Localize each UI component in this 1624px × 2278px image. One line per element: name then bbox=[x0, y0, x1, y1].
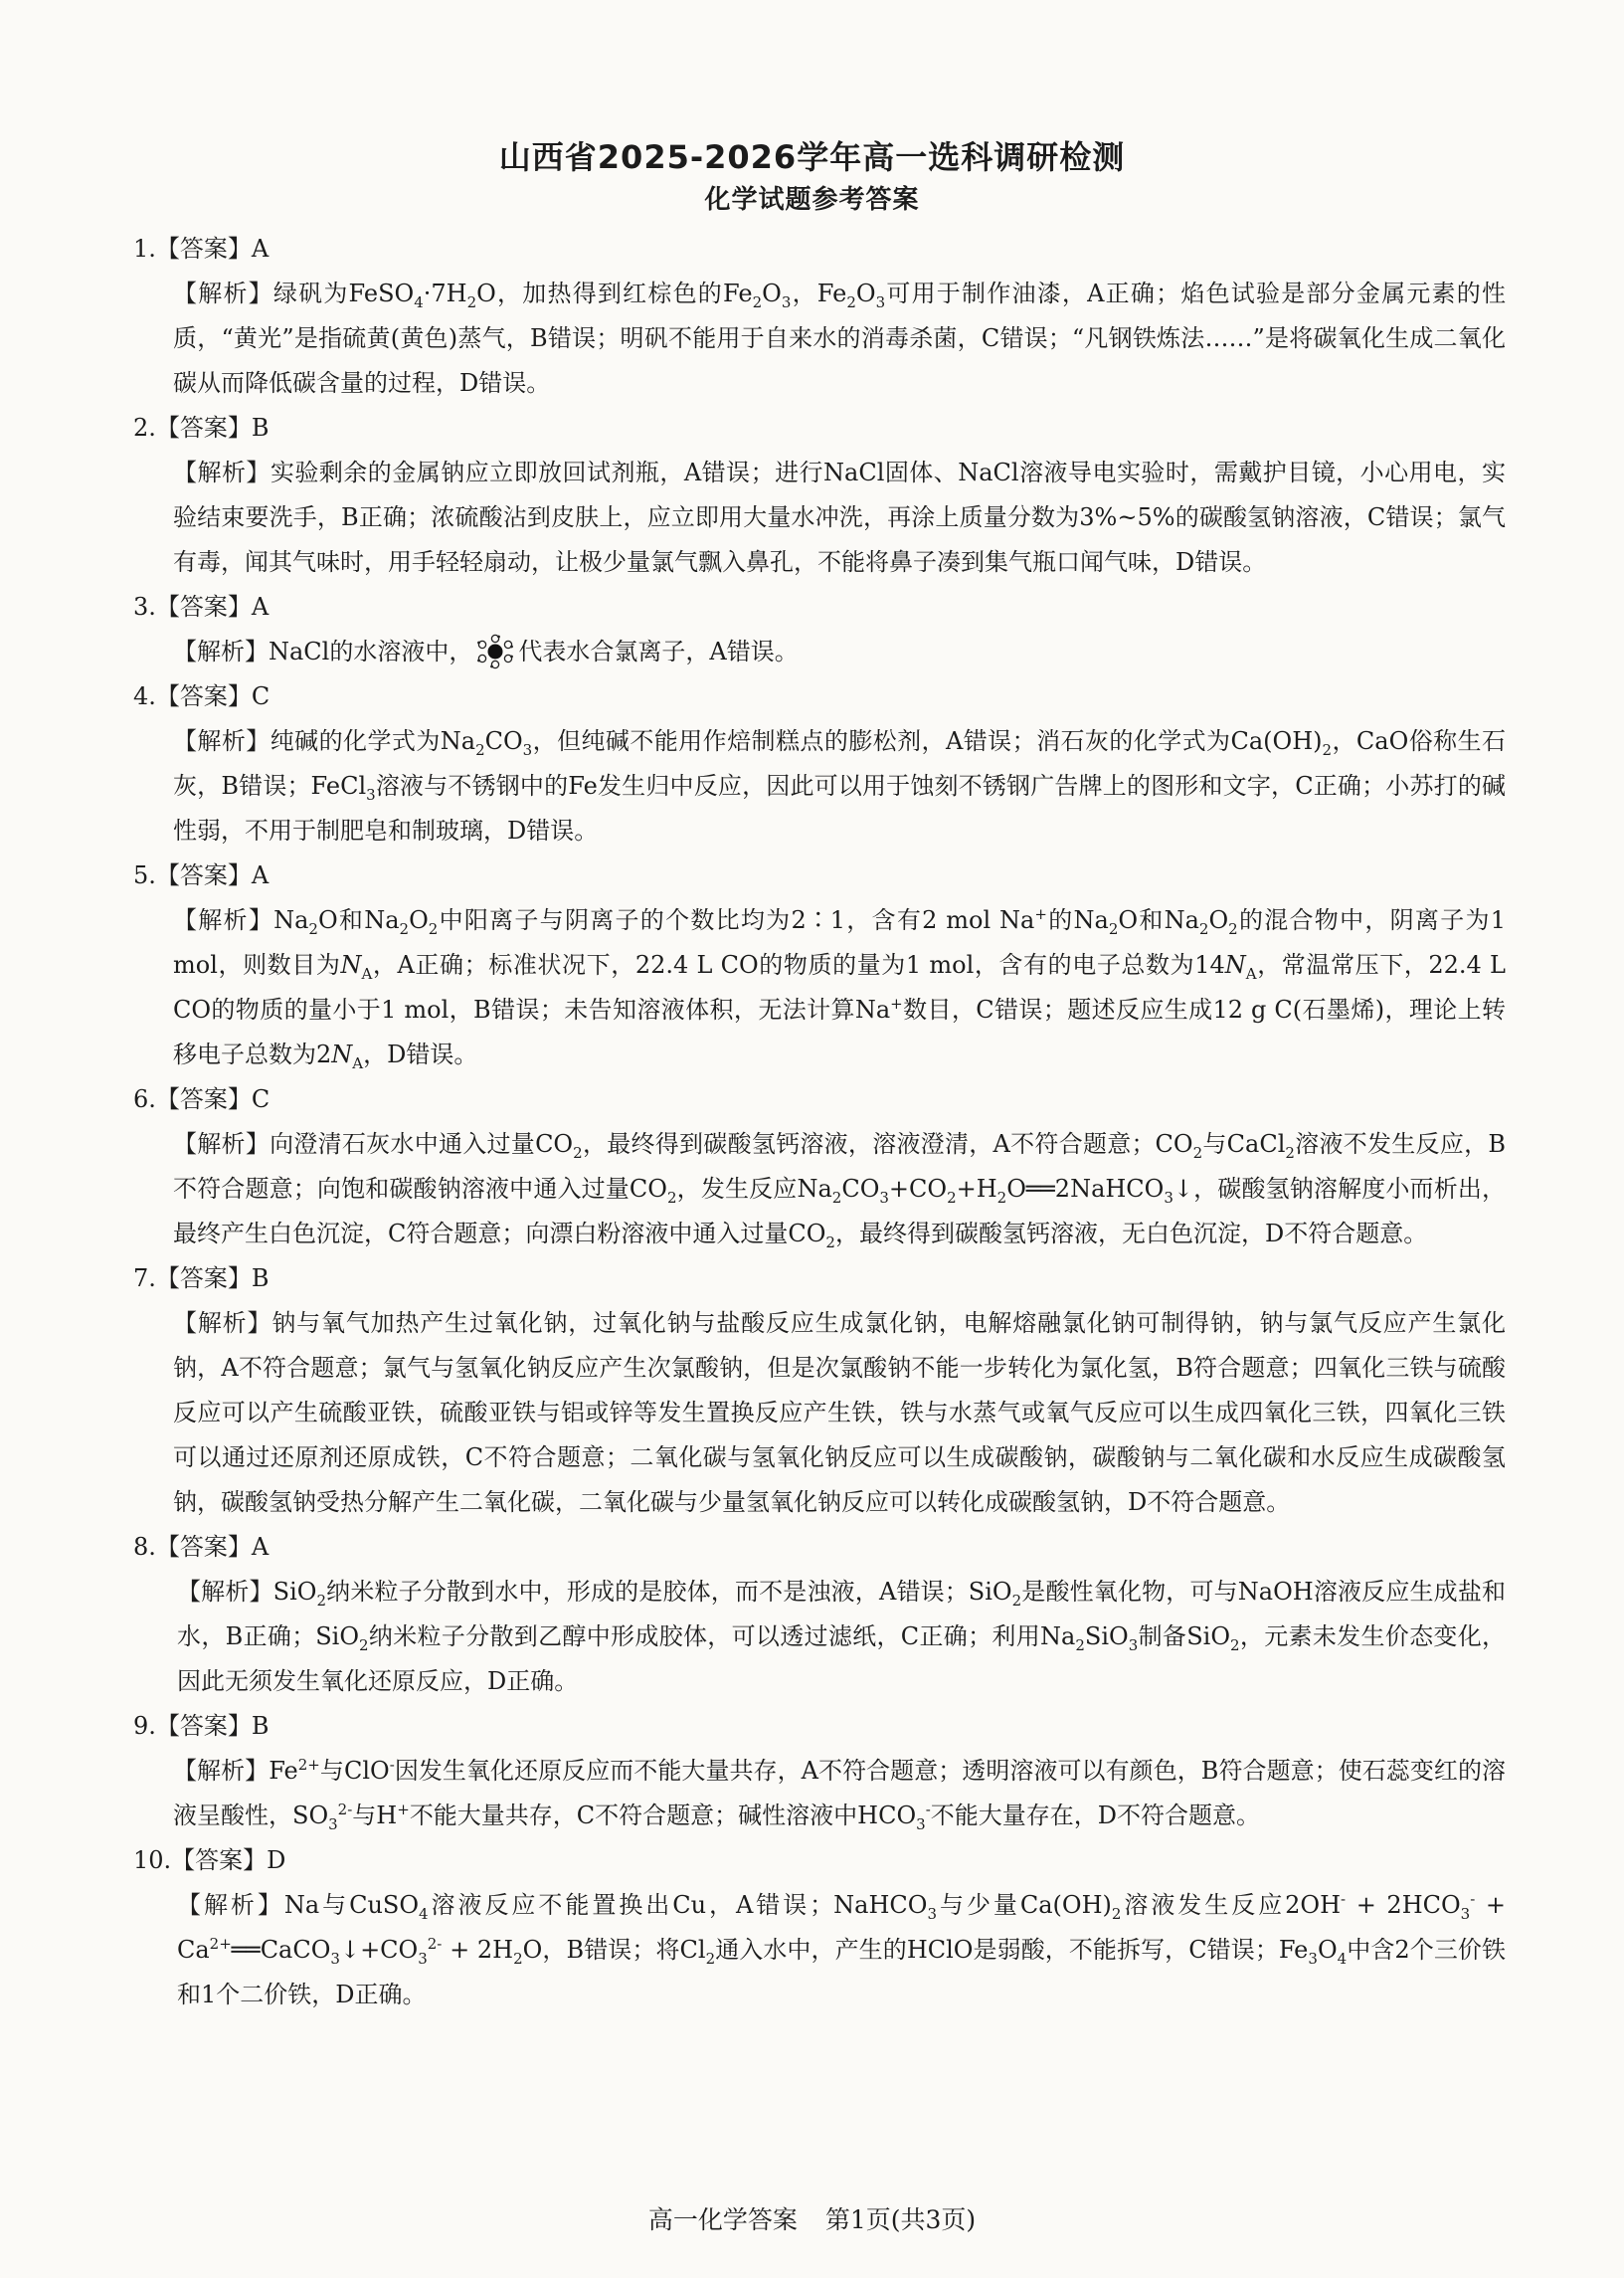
page-footer bbox=[0, 2204, 1624, 2236]
analysis-text: 【解析】实验剩余的金属钠应立即放回试剂瓶，A错误；进行NaCl固体、NaCl溶液导电实验时，需戴护目镜，小心用电，实验结束要洗手，B正确；浓硫酸沾到皮肤上，应立即用大量水冲洗，再涂上质量分数为3%~5%的碳酸氢钠溶液，C错误；氯气有毒，闻其气味时，用手轻轻扇动，让极少量氯气飘入鼻孔，不能将鼻子凑到集气瓶口闻气味，D错误。 bbox=[173, 459, 1506, 576]
question-block bbox=[133, 1256, 1506, 1525]
analysis-text: 【解析】钠与氧气加热产生过氧化钠，过氧化钠与盐酸反应生成氯化钠，电解熔融氯化钠可制得钠，钠与氯气反应产生氯化钠，A不符合题意；氯气与氢氧化钠反应产生次氯酸钠，但是次氯酸钠不能一步转化为氯化氢，B符合题意；四氧化三铁与硫酸反应可以产生硫酸亚铁，硫酸亚铁与铝或锌等发生置换反应产生铁，铁与水蒸气或氧气反应可以生成四氧化三铁，四氧化三铁可以通过还原剂还原成铁，C不符合题意；二氧化碳与氢氧化钠反应可以生成碳酸钠，碳酸钠与二氧化碳和水反应生成碳酸氢钠，碳酸氢钠受热分解产生二氧化碳，二氧化碳与少量氢氧化钠反应可以转化成碳酸氢钠，D不符合题意。 bbox=[173, 1309, 1506, 1516]
answer-line bbox=[133, 406, 1506, 451]
answer-text: 【答案】A bbox=[155, 593, 270, 621]
analysis-text: 【解析】$Na_2O$和$Na_2O_2$中阳离子与阴离子的个数比均为2∶1，含有2 mol Na+的$Na_2O$和$Na_2O_2$的混合物中，阴离子为1 mol，则数目为$N_A$，A正确；标准状况下，22.4 L CO的物质的量为1 mol，含有的电子总数为$14N_A$，常温常压下，22.4 L CO的物质的量小于1 mol，B错误；未告知溶液体积，无法计算Na+数目，C错误；题述反应生成12 g C(石墨烯)，理论上转移电子总数为$2N_A$，D错误。 bbox=[173, 905, 1507, 1072]
question-number: 5. bbox=[133, 861, 156, 889]
answer-line bbox=[133, 674, 1506, 719]
question-number: 8. bbox=[133, 1533, 156, 1561]
question-number: 1. bbox=[133, 235, 156, 263]
question-number: 3. bbox=[133, 593, 156, 621]
answer-line bbox=[133, 585, 1506, 630]
question-block bbox=[133, 1704, 1506, 1838]
question-number: 2. bbox=[133, 414, 156, 442]
answer-text: 【答案】B bbox=[155, 1712, 270, 1740]
analysis-text: 【解析】Na与CuSO$_4$溶液反应不能置换出Cu，A错误；NaHCO$_3$与少量$Ca(OH)_2$溶液发生反应$2OH^- + 2HCO_3^-$ + $Ca^{2+}══CaCO_3↓+CO_3^{2-} + 2H_2O$，B错误；将$Cl_2$通入水中，产生的HClO是弱酸，不能拆写，C错误；$Fe_3O_4$中含2个三价铁和1个二价铁，D正确。 bbox=[177, 1890, 1506, 2008]
analysis-text: 【解析】纯碱的化学式为$Na_2CO_3$，但纯碱不能用作焙制糕点的膨松剂，A错误；消石灰的化学式为$Ca(OH)_2$，CaO俗称生石灰，B错误；FeCl$_3$溶液与不锈钢中的Fe发生归中反应，因此可以用于蚀刻不锈钢广告牌上的图形和文字，C正确；小苏打的碱性弱，不用于制肥皂和制玻璃，D错误。 bbox=[173, 727, 1507, 845]
question-block bbox=[133, 585, 1506, 674]
analysis-text: 【解析】NaCl的水溶液中， 代表水合氯离子，A错误。 bbox=[133, 630, 1506, 674]
footer-page-number: 第1页(共3页) bbox=[824, 2205, 977, 2234]
answer-line bbox=[133, 1256, 1506, 1301]
analysis-text: 【解析】向澄清石灰水中通入过量$CO_2$，最终得到碳酸氢钙溶液，溶液澄清，A不符合题意；$CO_2$与CaCl$_2$溶液不发生反应，B不符合题意；向饱和碳酸钠溶液中通入过量$CO_2$，发生反应$Na_2CO_3+CO_2+H_2O══2NaHCO_3↓$，碳酸氢钠溶解度小而析出，最终产生白色沉淀，C符合题意；向漂白粉溶液中通入过量$CO_2$，最终得到碳酸氢钙溶液，无白色沉淀，D不符合题意。 bbox=[173, 1130, 1507, 1251]
question-block bbox=[133, 674, 1506, 854]
answer-line bbox=[133, 227, 1506, 272]
analysis-text: 【解析】绿矾为$FeSO_4\cdot 7H_2O$，加热得到红棕色的$Fe_2O_3$，$Fe_2O_3$可用于制作油漆，A正确；焰色试验是部分金属元素的性质，“黄光”是指硫黄(黄色)蒸气，B错误；明矾不能用于自来水的消毒杀菌，C错误；“凡钢铁炼法……”是将碳氧化生成二氧化碳从而降低碳含量的过程，D错误。 bbox=[173, 280, 1507, 397]
answer-line bbox=[133, 854, 1506, 898]
page-subtitle: 化学试题参考答案 bbox=[704, 185, 920, 215]
question-block bbox=[133, 854, 1506, 1077]
hydrated-chloride-ion-icon bbox=[474, 634, 516, 669]
answer-text: 【答案】A bbox=[155, 235, 270, 263]
question-block bbox=[133, 1838, 1506, 2017]
page-title: 山西省2025-2026学年高一选科调研检测 bbox=[498, 138, 1126, 176]
answer-line bbox=[133, 1704, 1506, 1749]
question-block bbox=[133, 1525, 1506, 1704]
answer-line bbox=[133, 1838, 1506, 1883]
question-number: 10. bbox=[133, 1846, 172, 1874]
question-number: 7. bbox=[133, 1264, 156, 1292]
question-block bbox=[133, 227, 1506, 406]
answer-text: 【答案】A bbox=[155, 861, 270, 889]
answer-text: 【答案】B bbox=[155, 1264, 270, 1292]
analysis-text: 【解析】$Fe^{2+}$与ClO-因发生氧化还原反应而不能大量共存，A不符合题意；透明溶液可以有颜色，B符合题意；使石蕊变红的溶液呈酸性，$SO_3^{2-}$与H+不能大量共存，C不符合题意；碱性溶液中$HCO_3^-$不能大量存在，D不符合题意。 bbox=[173, 1756, 1507, 1833]
question-block bbox=[133, 406, 1506, 585]
answer-text: 【答案】C bbox=[155, 682, 271, 710]
answer-text: 【答案】C bbox=[155, 1085, 271, 1113]
answer-text: 【答案】B bbox=[155, 414, 270, 442]
answers-list bbox=[133, 227, 1506, 2017]
question-number: 6. bbox=[133, 1085, 156, 1113]
question-number: 9. bbox=[133, 1712, 156, 1740]
footer-course: 高一化学答案 bbox=[647, 2205, 798, 2234]
answer-line bbox=[133, 1077, 1506, 1122]
answer-text: 【答案】D bbox=[171, 1846, 286, 1874]
answer-text: 【答案】A bbox=[155, 1533, 270, 1561]
question-number: 4. bbox=[133, 682, 156, 710]
question-block bbox=[133, 1077, 1506, 1256]
answer-line bbox=[133, 1525, 1506, 1570]
analysis-text: 【解析】SiO$_2$纳米粒子分散到水中，形成的是胶体，而不是浊液，A错误；SiO$_2$是酸性氧化物，可与NaOH溶液反应生成盐和水，B正确；SiO$_2$纳米粒子分散到乙醇中形成胶体，可以透过滤纸，C正确；利用$Na_2SiO_3$制备SiO$_2$，元素未发生价态变化，因此无须发生氧化还原反应，D正确。 bbox=[177, 1578, 1507, 1695]
